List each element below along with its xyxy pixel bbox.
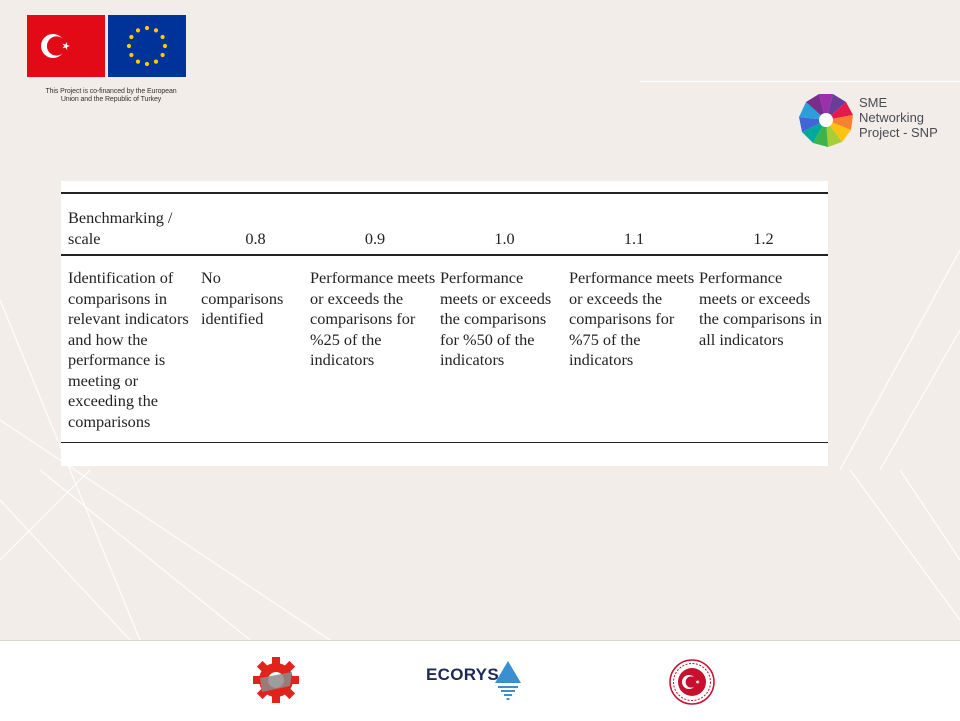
cell-1-1: Performance meets or exceeds the comparisons for %75 of the indicators: [569, 268, 695, 369]
eu-flag-icon: [108, 15, 186, 77]
gear-logo-icon: [248, 656, 304, 704]
flags-logo: [27, 15, 187, 79]
cell-0-8: No comparisons identified: [201, 268, 284, 328]
table-row: [61, 255, 828, 443]
cofinance-caption: This Project is co-financed by the European Union and the Republic of Turkey: [45, 88, 177, 103]
cell-0-9: Performance meets or exceeds the comparisons for %25 of the indicators: [310, 268, 436, 369]
ministry-seal-icon: [669, 659, 715, 705]
header-scale-0-8: 0.8: [245, 228, 266, 248]
cell-criterion: Identification of comparisons in relevant indicators and how the performance is meeting or exceeding the comparisons: [68, 268, 189, 431]
snp-line-3: Project - SNP: [859, 125, 938, 140]
table-header-row: [61, 193, 828, 255]
turkey-flag-icon: [27, 15, 105, 77]
header-divider: [640, 81, 960, 82]
cell-1-0: Performance meets or exceeds the comparisons for %50 of the indicators: [440, 268, 552, 369]
snp-line-2: Networking: [859, 110, 925, 125]
header-benchmarking-scale: Benchmarking / scale: [68, 208, 173, 248]
snp-line-1: SME: [859, 95, 888, 110]
snp-logo-text: [859, 95, 938, 140]
snp-logo-icon: [798, 92, 854, 148]
ecorys-triangle-icon: [494, 659, 522, 703]
ecorys-wordmark: ECORYS: [426, 665, 499, 684]
benchmark-table: [61, 192, 828, 443]
header-scale-1-2: 1.2: [753, 228, 774, 248]
header-scale-1-0: 1.0: [494, 228, 515, 248]
cell-1-2: Performance meets or exceeds the comparisons in all indicators: [699, 268, 822, 349]
header-scale-1-1: 1.1: [623, 228, 645, 248]
header-scale-0-9: 0.9: [364, 228, 386, 248]
table-panel: [61, 181, 828, 466]
